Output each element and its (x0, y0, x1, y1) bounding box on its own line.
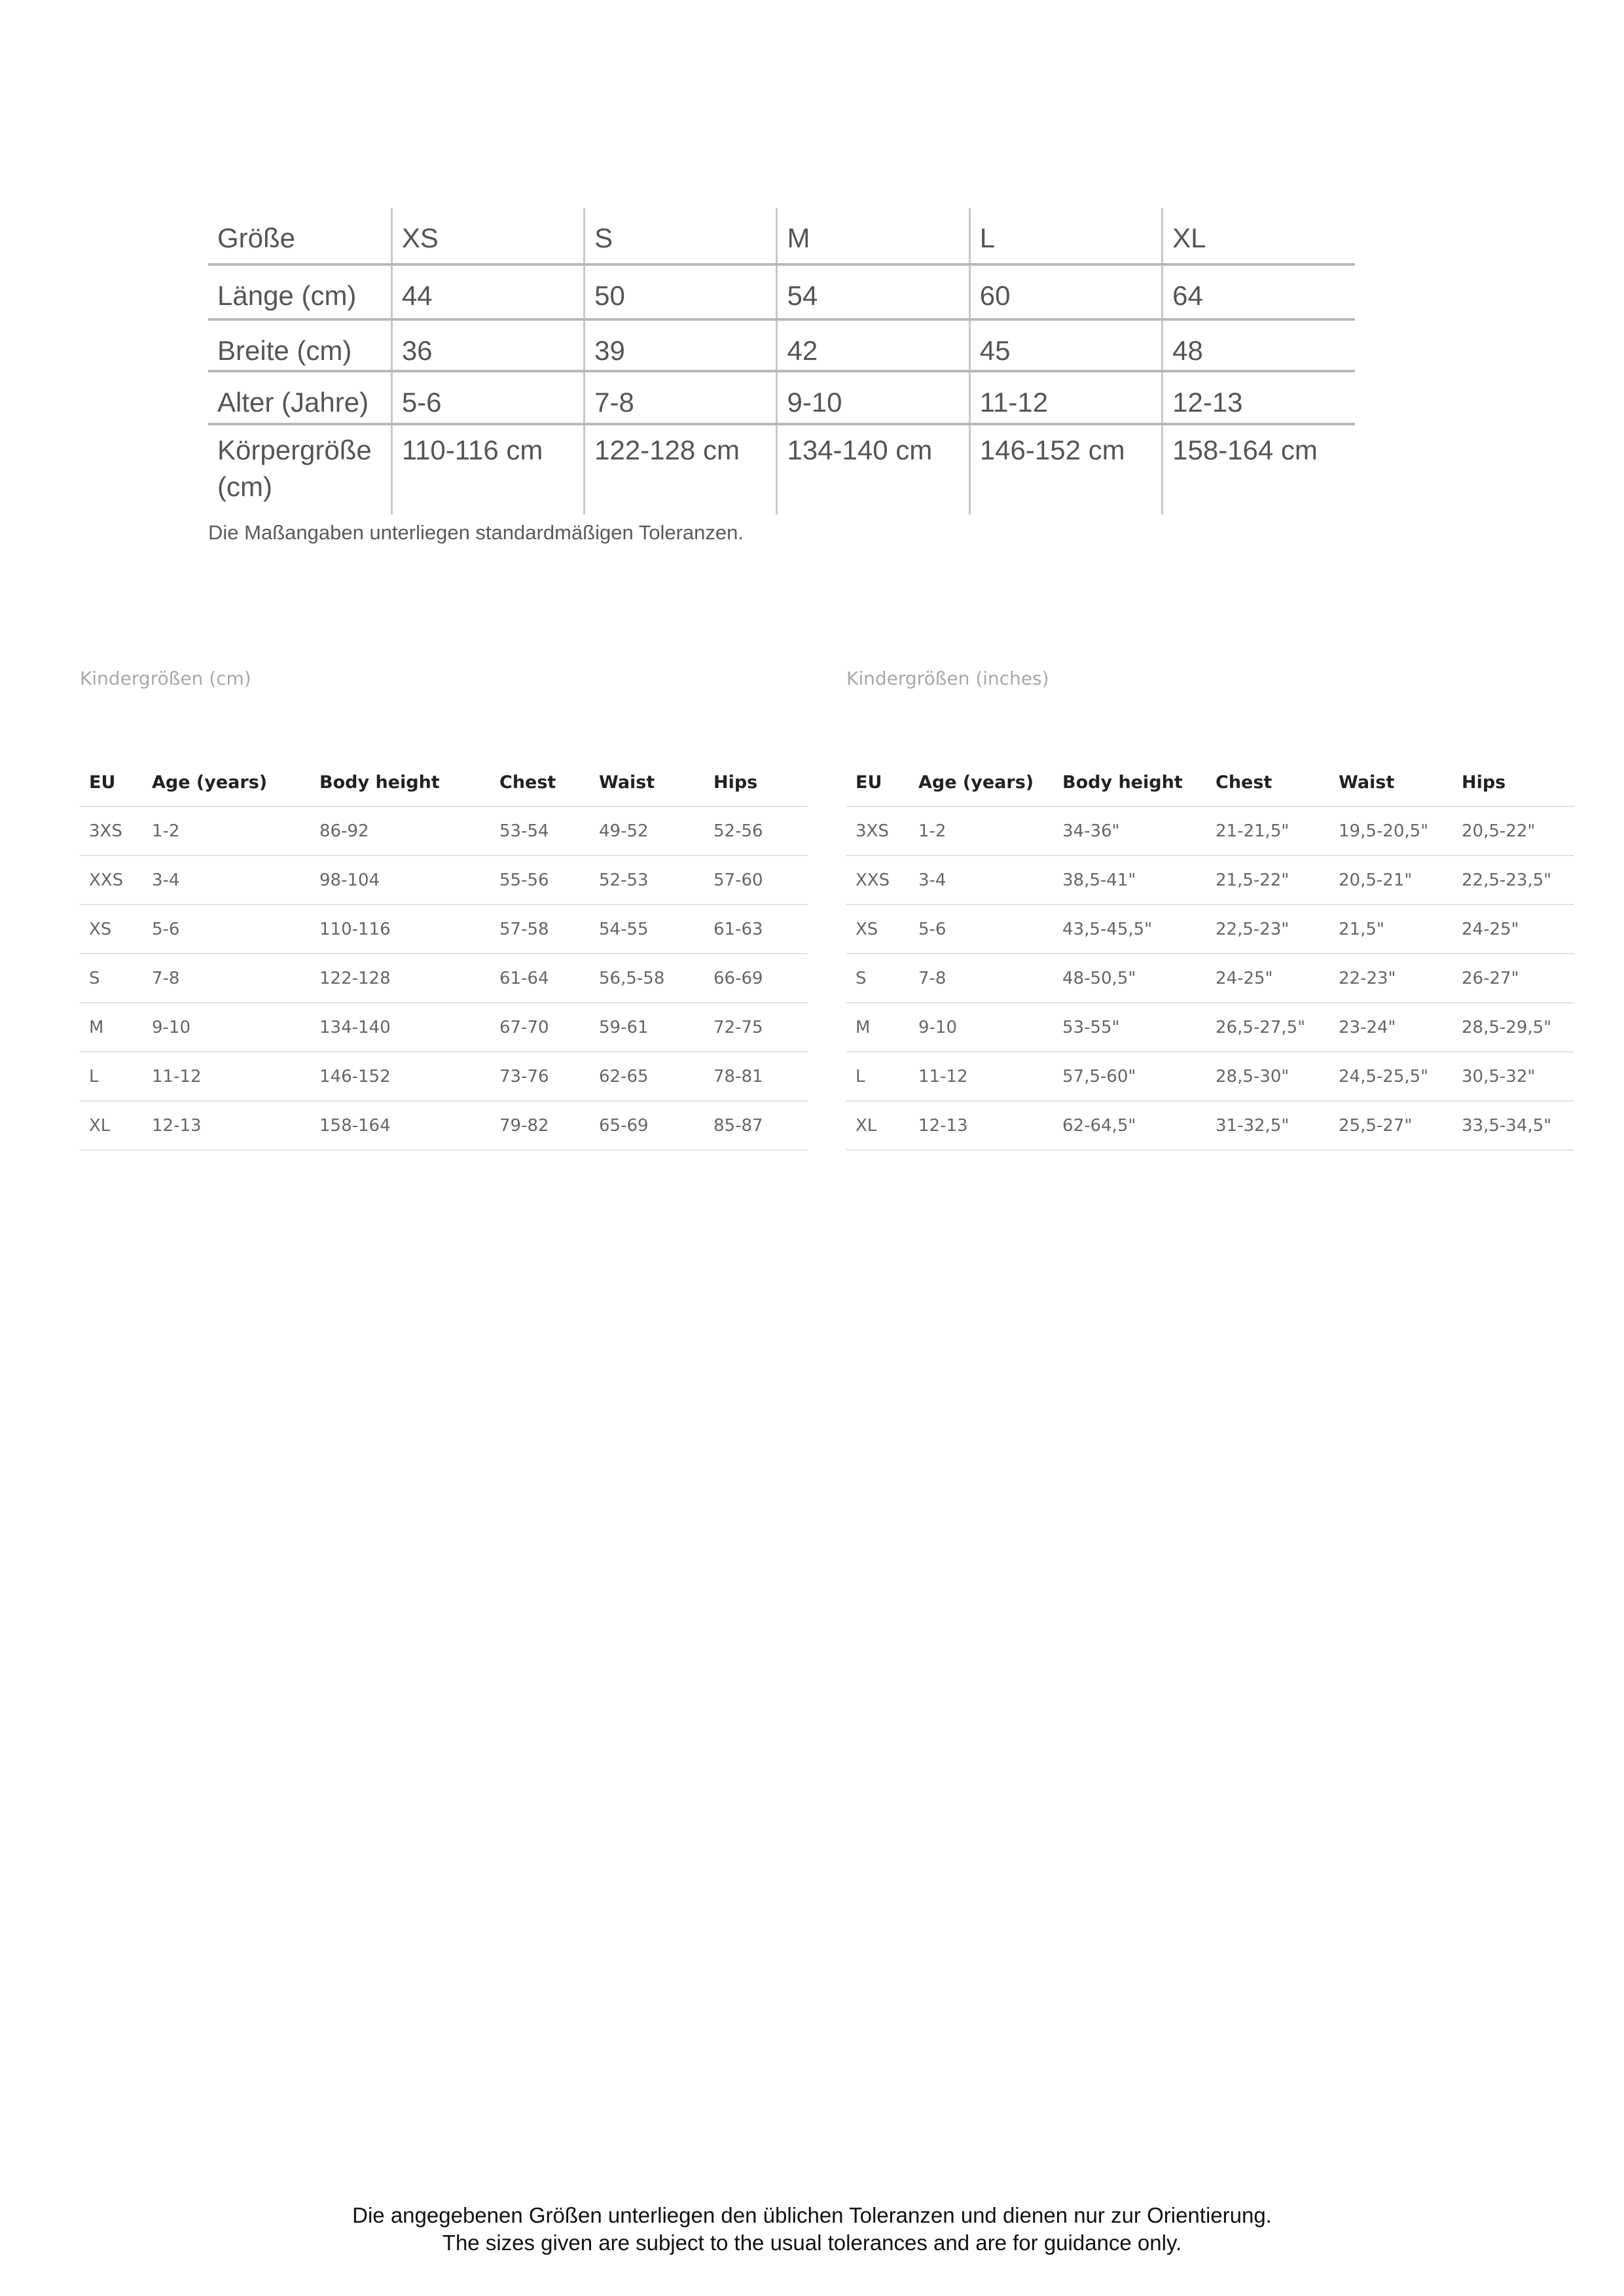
table-row (846, 1101, 1574, 1150)
table-cell: 53-54 (499, 821, 549, 841)
table-cell: 62-64,5" (1062, 1115, 1136, 1136)
column-header: EU (89, 772, 116, 793)
size-table-cell: 7-8 (585, 371, 777, 424)
size-table-cell: 60 (969, 264, 1162, 319)
table-cell: 9-10 (918, 1017, 958, 1037)
size-table (208, 208, 1355, 514)
column-header: Waist (1339, 772, 1395, 793)
size-table-cell: 50 (585, 264, 777, 319)
size-table-cell: 134-140 cm (777, 424, 969, 514)
table-cell: 21,5" (1339, 919, 1384, 939)
table-cell: XXS (89, 870, 124, 890)
table-cell: 59-61 (599, 1017, 649, 1037)
kids-inches-table (846, 759, 1574, 1151)
table-cell: 22,5-23,5" (1462, 870, 1552, 890)
table-cell: 57-60 (713, 870, 763, 890)
kids-inches-title: Kindergrößen (inches) (846, 668, 1049, 689)
table-cell: 30,5-32" (1462, 1066, 1536, 1086)
table-row (846, 954, 1574, 1003)
size-table-cell: S (585, 208, 777, 264)
table-row (80, 1101, 808, 1150)
size-table-cell: 110-116 cm (391, 424, 584, 514)
size-table-row (208, 424, 1355, 514)
table-cell: 48-50,5" (1062, 968, 1136, 988)
table-cell: 3XS (89, 821, 122, 841)
column-header: Hips (713, 772, 758, 793)
size-table-cell: 36 (391, 319, 584, 371)
column-header: EU (856, 772, 882, 793)
table-cell: 52-53 (599, 870, 649, 890)
footer-note-english: The sizes given are subject to the usual tolerances and are for guidance only. (442, 2231, 1182, 2255)
table-row (846, 1052, 1574, 1101)
column-header: Body height (1062, 772, 1183, 793)
column-header: Age (years) (152, 772, 268, 793)
table-cell: 62-65 (599, 1066, 649, 1086)
table-row (80, 1003, 808, 1052)
table-cell: 26-27" (1462, 968, 1519, 988)
size-table-cell: 146-152 cm (969, 424, 1162, 514)
column-header: Chest (1216, 772, 1272, 793)
table-cell: XS (89, 919, 112, 939)
table-cell: 57,5-60" (1062, 1066, 1136, 1086)
table-cell: L (856, 1066, 865, 1086)
table-cell: 20,5-21" (1339, 870, 1413, 890)
table-cell: 57-58 (499, 919, 549, 939)
column-header: Chest (499, 772, 556, 793)
size-table-cell: 122-128 cm (585, 424, 777, 514)
table-cell: 11-12 (152, 1066, 202, 1086)
table-cell: 5-6 (152, 919, 180, 939)
size-table-row (208, 371, 1355, 424)
table-cell: 3-4 (152, 870, 180, 890)
table-row (846, 1003, 1574, 1052)
table-cell: 66-69 (713, 968, 763, 988)
table-cell: 24-25" (1216, 968, 1273, 988)
table-cell: 110-116 (319, 919, 391, 939)
table-row (80, 954, 808, 1003)
table-cell: 98-104 (319, 870, 380, 890)
size-table-cell: XS (391, 208, 584, 264)
table-cell: 26,5-27,5" (1216, 1017, 1306, 1037)
table-row (80, 806, 808, 855)
size-table-header-row (208, 208, 1355, 264)
table-cell: 56,5-58 (599, 968, 665, 988)
table-cell: 86-92 (319, 821, 369, 841)
table-cell: 1-2 (152, 821, 180, 841)
size-table-cell: 64 (1163, 264, 1355, 319)
table-cell: L (89, 1066, 99, 1086)
size-table-row (208, 319, 1355, 371)
kids-cm-table (80, 759, 808, 1151)
table-cell: 23-24" (1339, 1017, 1396, 1037)
size-table-cell: 11-12 (969, 371, 1162, 424)
table-cell: S (89, 968, 100, 988)
table-cell: 122-128 (319, 968, 391, 988)
table-cell: M (856, 1017, 871, 1037)
column-header: Hips (1462, 772, 1506, 793)
kids-cm-title: Kindergrößen (cm) (80, 668, 251, 689)
table-cell: 53-55" (1062, 1017, 1120, 1037)
table-cell: 158-164 (319, 1115, 391, 1136)
size-table-cell: Körpergröße (cm) (217, 435, 372, 502)
table-cell: 7-8 (152, 968, 180, 988)
table-cell: 22-23" (1339, 968, 1396, 988)
table-cell: 61-64 (499, 968, 549, 988)
size-table-cell: XL (1163, 208, 1355, 264)
size-table-cell: M (777, 208, 969, 264)
table-cell: 73-76 (499, 1066, 549, 1086)
table-cell: 21-21,5" (1216, 821, 1290, 841)
size-table-cell: 12-13 (1163, 371, 1355, 424)
table-cell: 61-63 (713, 919, 763, 939)
table-cell: 5-6 (918, 919, 947, 939)
table-cell: 65-69 (599, 1115, 649, 1136)
table-cell: 67-70 (499, 1017, 549, 1037)
table-cell: 21,5-22" (1216, 870, 1290, 890)
size-table-cell: 39 (585, 319, 777, 371)
table-cell: 12-13 (918, 1115, 968, 1136)
size-table-cell: L (969, 208, 1162, 264)
size-table-cell: 42 (777, 319, 969, 371)
table-row (846, 905, 1574, 954)
size-table-cell: 9-10 (777, 371, 969, 424)
table-cell: 33,5-34,5" (1462, 1115, 1552, 1136)
column-header: Waist (599, 772, 655, 793)
table-cell: 19,5-20,5" (1339, 821, 1429, 841)
table-cell: 28,5-29,5" (1462, 1017, 1552, 1037)
footer-note-german: Die angegebenen Größen unterliegen den üblichen Toleranzen und dienen nur zur Orientierung. (352, 2203, 1272, 2227)
table-cell: 55-56 (499, 870, 549, 890)
table-cell: S (856, 968, 867, 988)
table-header-row (80, 759, 808, 806)
table-cell: XXS (856, 870, 890, 890)
table-cell: 146-152 (319, 1066, 391, 1086)
table-cell: XS (856, 919, 878, 939)
table-cell: 52-56 (713, 821, 763, 841)
table-cell: 43,5-45,5" (1062, 919, 1153, 939)
table-cell: 22,5-23" (1216, 919, 1290, 939)
table-cell: 3-4 (918, 870, 947, 890)
size-table-cell: 158-164 cm (1163, 424, 1355, 514)
size-table-cell: 44 (391, 264, 584, 319)
table-cell: 78-81 (713, 1066, 763, 1086)
table-cell: XL (856, 1115, 877, 1136)
column-header: Body height (319, 772, 440, 793)
table-cell: 79-82 (499, 1115, 549, 1136)
table-cell: 24-25" (1462, 919, 1519, 939)
size-table-cell: 48 (1163, 319, 1355, 371)
size-table-cell: 5-6 (391, 371, 584, 424)
size-table-cell: 54 (777, 264, 969, 319)
table-cell: 24,5-25,5" (1339, 1066, 1429, 1086)
table-cell: 12-13 (152, 1115, 202, 1136)
table-cell: 3XS (856, 821, 889, 841)
table-row (80, 1052, 808, 1101)
table-cell: 20,5-22" (1462, 821, 1536, 841)
table-cell: 38,5-41" (1062, 870, 1136, 890)
table-cell: 7-8 (918, 968, 947, 988)
table-cell: 34-36" (1062, 821, 1120, 841)
table-cell: 1-2 (918, 821, 947, 841)
table-row (80, 855, 808, 905)
table-cell: 9-10 (152, 1017, 191, 1037)
table-cell: 11-12 (918, 1066, 968, 1086)
table-cell: 54-55 (599, 919, 649, 939)
column-header: Age (years) (918, 772, 1034, 793)
tolerance-note: Die Maßangaben unterliegen standardmäßigen Toleranzen. (208, 521, 744, 544)
table-cell: XL (89, 1115, 111, 1136)
table-cell: 85-87 (713, 1115, 763, 1136)
size-table-cell: Alter (Jahre) (208, 371, 391, 424)
size-table-cell: Breite (cm) (208, 319, 391, 371)
table-cell: 25,5-27" (1339, 1115, 1413, 1136)
table-row (846, 806, 1574, 855)
table-cell: 134-140 (319, 1017, 391, 1037)
size-table-cell: Größe (208, 208, 391, 264)
table-cell: 28,5-30" (1216, 1066, 1290, 1086)
size-table-row (208, 264, 1355, 319)
size-table-cell: 45 (969, 319, 1162, 371)
table-cell: M (89, 1017, 104, 1037)
table-row (846, 855, 1574, 905)
table-row (80, 905, 808, 954)
size-table-cell: Länge (cm) (208, 264, 391, 319)
table-cell: 49-52 (599, 821, 649, 841)
table-cell: 72-75 (713, 1017, 763, 1037)
table-cell: 31-32,5" (1216, 1115, 1290, 1136)
table-header-row (846, 759, 1574, 806)
